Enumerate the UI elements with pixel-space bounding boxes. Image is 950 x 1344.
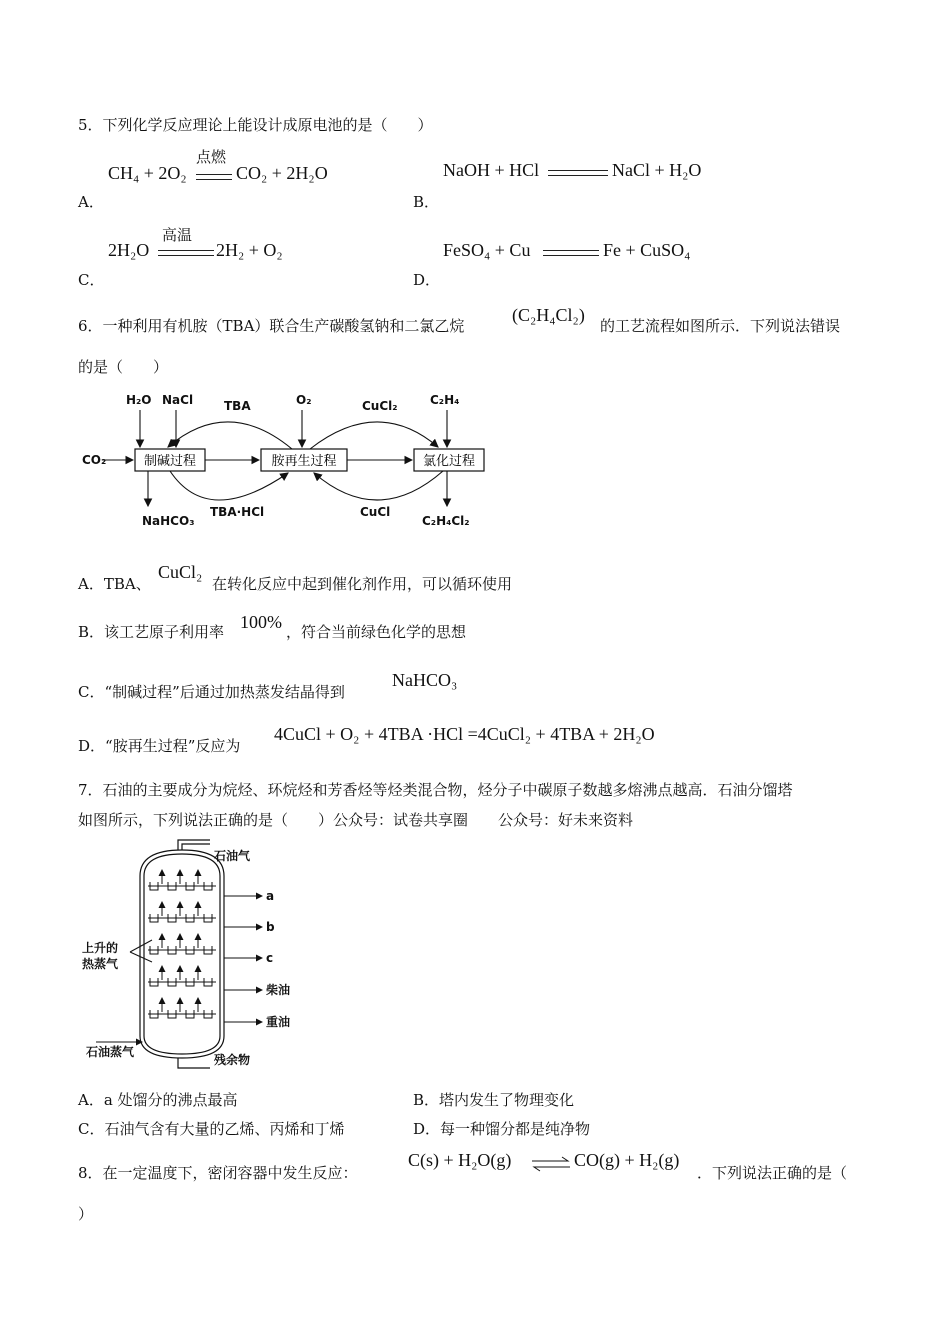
q6-stem-part3: 的是（ ） xyxy=(78,358,169,376)
q7-option-d: D．每一种馏分都是纯净物 xyxy=(413,1120,591,1138)
q5-b-left: NaOH + HCl xyxy=(443,160,540,180)
box-alkali-process: 制碱过程 xyxy=(143,454,197,469)
label-o2: O₂ xyxy=(296,393,312,407)
q5-c-left: 2H₂O xyxy=(108,240,150,260)
q7-option-b: B．塔内发生了物理变化 xyxy=(413,1091,575,1109)
q5-c-equals xyxy=(158,250,214,256)
label-c2h4cl2: C₂H₄Cl₂ xyxy=(422,514,470,528)
label-fraction-b: b xyxy=(266,920,275,934)
q6-option-b-part1: B．该工艺原子利用率 xyxy=(78,623,225,641)
q5-b-equals xyxy=(548,170,608,176)
label-rising-line1: 上升的 xyxy=(82,941,119,955)
q6-stem-part2: 的工艺流程如图所示．下列说法错误 xyxy=(600,317,841,335)
q7-option-a: A．a 处馏分的沸点最高 xyxy=(78,1091,238,1109)
q7-option-c: C．石油气含有大量的乙烯、丙烯和丁烯 xyxy=(78,1120,345,1138)
q5-a-left: CH₄ + 2O₂ xyxy=(108,163,187,183)
q6-stem-part1: 6．一种利用有机胺（TBA）联合生产碳酸氢钠和二氯乙烷 xyxy=(78,317,465,335)
label-cucl: CuCl xyxy=(360,505,391,519)
q5-d-left: FeSO₄ + Cu xyxy=(443,240,531,260)
q5-c-right: 2H₂ + O₂ xyxy=(216,240,283,260)
q5-stem: 5．下列化学反应理论上能设计成原电池的是（ ） xyxy=(78,116,433,134)
q6-option-a-part1: A．TBA、 xyxy=(78,575,151,593)
label-fraction-c: c xyxy=(266,951,274,965)
label-tba-hcl: TBA·HCl xyxy=(210,505,265,519)
q5-a-condition: 点燃 xyxy=(196,148,227,166)
label-rising-line2: 热蒸气 xyxy=(82,957,119,971)
q7-stem-line2: 如图所示，下列说法正确的是（ ）公众号：试卷共享圈 公众号：好未来资料 xyxy=(78,811,634,829)
label-residue: 残余物 xyxy=(214,1053,251,1067)
label-h2o: H₂O xyxy=(126,393,152,407)
q5-b-right: NaCl + H₂O xyxy=(612,160,702,180)
label-fraction-a: a xyxy=(266,889,275,903)
label-co2: CO₂ xyxy=(82,453,107,467)
distillation-tower-diagram xyxy=(78,836,318,1076)
process-flow-diagram xyxy=(78,388,508,538)
q6-formula: (C₂H₄Cl₂) xyxy=(512,305,585,325)
q5-b-label: B． xyxy=(413,193,440,211)
q6-option-b-value: 100% xyxy=(240,612,282,632)
q8-stem-part3: ） xyxy=(78,1205,94,1223)
label-petroleum-gas: 石油气 xyxy=(214,849,251,863)
label-tba: TBA xyxy=(224,399,251,413)
label-diesel: 柴油 xyxy=(266,983,291,997)
box-amine-regeneration: 胺再生过程 xyxy=(271,454,337,469)
q6-option-c-formula: NaHCO₃ xyxy=(392,670,458,690)
q6-option-a-part2: 在转化反应中起到催化剂作用，可以循环使用 xyxy=(212,575,513,593)
q7-stem-line1: 7．石油的主要成分为烷烃、环烷烃和芳香烃等烃类混合物，烃分子中碳原子数越多熔沸点越高．石油分馏塔 xyxy=(78,781,793,799)
q6-option-a-formula: CuCl₂ xyxy=(158,562,203,582)
q5-d-label: D． xyxy=(413,271,441,289)
q5-d-equals xyxy=(543,250,599,256)
box-chlorination: 氯化过程 xyxy=(422,454,476,469)
label-petroleum-vapor: 石油蒸气 xyxy=(86,1045,135,1059)
q6-option-d-part1: D．“胺再生过程”反应为 xyxy=(78,737,241,755)
q5-d-right: Fe + CuSO₄ xyxy=(603,240,691,260)
reversible-arrow-icon xyxy=(530,1156,572,1172)
q5-a-right: CO₂ + 2H₂O xyxy=(236,163,328,183)
label-c2h4: C₂H₄ xyxy=(430,393,460,407)
q6-option-c-part1: C．“制碱过程”后通过加热蒸发结晶得到 xyxy=(78,683,345,701)
q5-a-label: A． xyxy=(78,193,104,211)
q8-stem-part2: ．下列说法正确的是（ xyxy=(697,1164,848,1182)
q8-right: CO(g) + H₂(g) xyxy=(574,1150,680,1170)
q5-a-equals xyxy=(196,174,232,180)
label-nahco3: NaHCO₃ xyxy=(142,514,195,528)
q5-c-condition: 高温 xyxy=(162,226,193,244)
q6-option-b-part2: ，符合当前绿色化学的思想 xyxy=(286,623,467,641)
label-nacl: NaCl xyxy=(162,393,194,407)
label-cucl2: CuCl₂ xyxy=(362,399,398,413)
q8-left: C(s) + H₂O(g) xyxy=(408,1150,512,1170)
q8-stem-part1: 8．在一定温度下，密闭容器中发生反应： xyxy=(78,1164,358,1182)
q6-option-d-equation: 4CuCl + O₂ + 4TBA ·HCl =4CuCl₂ + 4TBA + 2H₂O xyxy=(274,724,655,744)
q5-c-label: C． xyxy=(78,271,105,289)
label-heavy-oil: 重油 xyxy=(266,1015,291,1029)
